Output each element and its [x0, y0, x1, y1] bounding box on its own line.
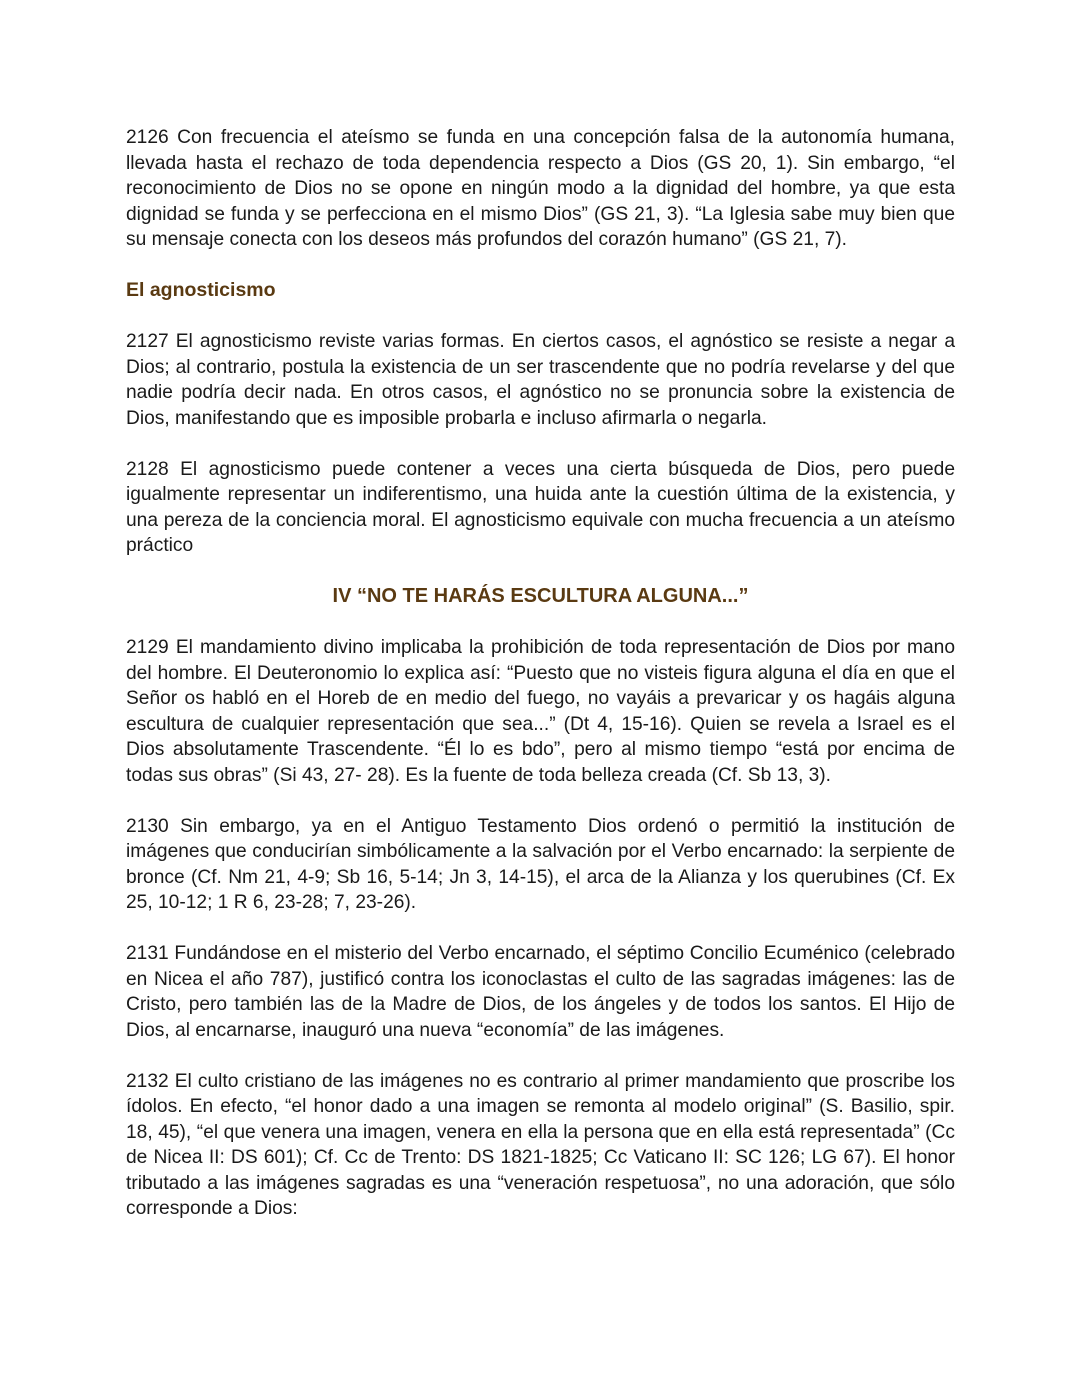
subheading-agnosticismo: El agnosticismo	[126, 279, 276, 301]
paragraph-2132: 2132 El culto cristiano de las imágenes no es contrario al primer mandamiento que proscribe los ídolos. En efecto, “el honor dado a una imagen se remonta al modelo original” (S. Basilio, spir. 18, 45), “el que venera una imagen, venera en ella la persona que en ella está representada” (Cc de Nicea II: DS 601); Cf. Cc de Trento: DS 1821-1825; Cc Vaticano II: SC 126; LG 67). El honor tributado a las imágenes sagradas es una “veneración respetuosa”, no una adoración, que sólo corresponde a Dios:	[126, 1070, 955, 1219]
document-page	[126, 125, 955, 1247]
paragraph-2128: 2128 El agnosticismo puede contener a veces una cierta búsqueda de Dios, pero puede igualmente representar un indiferentismo, una huida ante la cuestión última de la existencia, y una pereza de la conciencia moral. El agnosticismo equivale con mucha frecuencia a un ateísmo práctico	[126, 458, 955, 556]
paragraph-2126: 2126 Con frecuencia el ateísmo se funda en una concepción falsa de la autonomía humana, llevada hasta el rechazo de toda dependencia respecto a Dios (GS 20, 1). Sin embargo, “el reconocimiento de Dios no se opone en ningún modo a la dignidad del hombre, ya que esta dignidad se funda y se perfecciona en el mismo Dios” (GS 21, 3). “La Iglesia sabe muy bien que su mensaje conecta con los deseos más profundos del corazón humano” (GS 21, 7).	[126, 127, 955, 250]
paragraph-2131: 2131 Fundándose en el misterio del Verbo encarnado, el séptimo Concilio Ecuménico (celebrado en Nicea el año 787), justificó contra los iconoclastas el culto de las sagradas imágenes: las de Cristo, pero también las de la Madre de Dios, de los ángeles y de todos los santos. El Hijo de Dios, al encarnarse, inauguró una nueva “economía” de las imágenes.	[126, 943, 955, 1041]
paragraph-2127: 2127 El agnosticismo reviste varias formas. En ciertos casos, el agnóstico se resiste a negar a Dios; al contrario, postula la existencia de un ser trascendente que no podría revelarse y del que nadie podría decir nada. En otros casos, el agnóstico no se pronuncia sobre la existencia de Dios, manifestando que es imposible probarla e incluso afirmarla o negarla.	[126, 331, 955, 429]
paragraph-2129: 2129 El mandamiento divino implicaba la prohibición de toda representación de Dios por mano del hombre. El Deuteronomio lo explica así: “Puesto que no visteis figura alguna el día en que el Señor os habló en el Horeb de en medio del fuego, no vayáis a prevaricar y os hagáis alguna escultura de cualquier representación que sea...” (Dt 4, 15-16). Quien se revela a Israel es el Dios absolutamente Trascendente. “Él lo es bdo”, pero al mismo tiempo “está por encima de todas sus obras” (Si 43, 27- 28). Es la fuente de toda belleza creada (Cf. Sb 13, 3).	[126, 637, 955, 786]
paragraph-2130: 2130 Sin embargo, ya en el Antiguo Testamento Dios ordenó o permitió la institución de imágenes que conducirían simbólicamente a la salvación por el Verbo encarnado: la serpiente de bronce (Cf. Nm 21, 4-9; Sb 16, 5-14; Jn 3, 14-15), el arca de la Alianza y los querubines (Cf. Ex 25, 10-12; 1 R 6, 23-28; 7, 23-26).	[126, 815, 955, 913]
section-heading-iv: IV “NO TE HARÁS ESCULTURA ALGUNA...”	[332, 585, 749, 607]
